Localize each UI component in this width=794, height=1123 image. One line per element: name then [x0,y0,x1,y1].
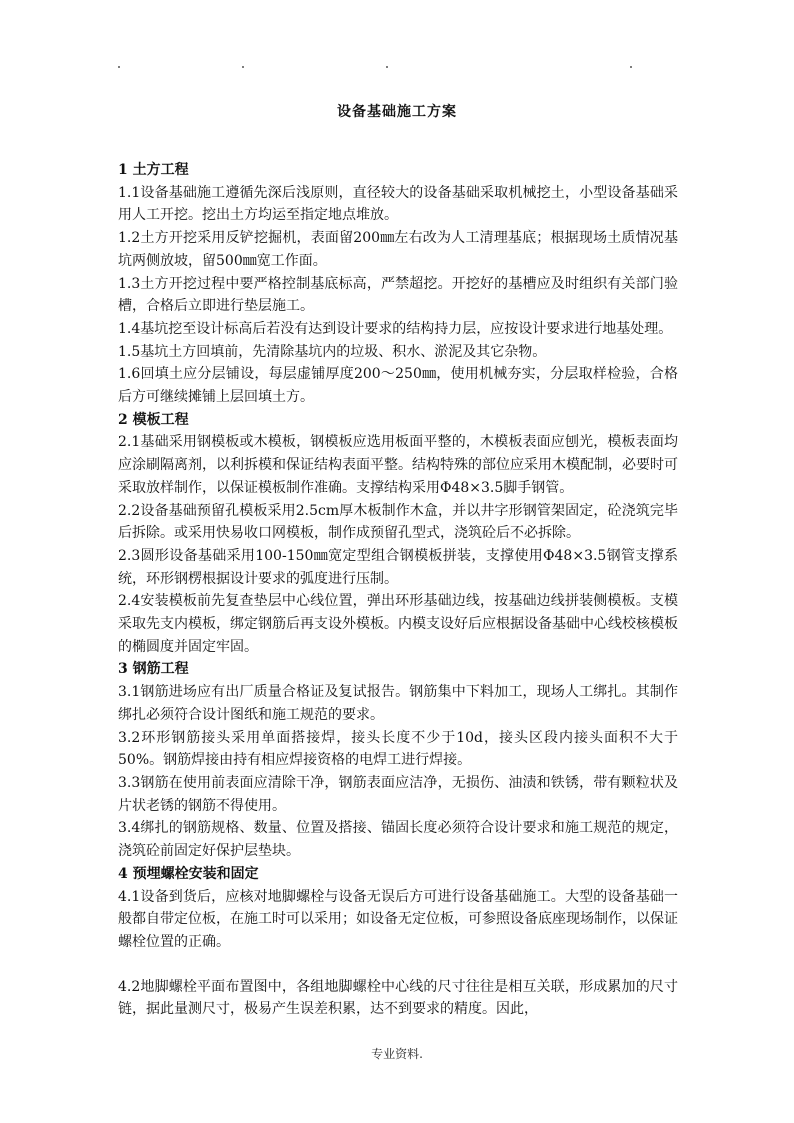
paragraph: 2.4安装模板前先复查垫层中心线位置，弹出环形基础边线，按基础边线拼装侧模板。支模采取先支内模板，绑定钢筋后再支设外模板。内模支设好后应根据设备基础中心线校核模板的椭圆度并固定牢固。 [118,593,678,655]
paragraph: 1.2土方开挖采用反铲挖掘机，表面留200㎜左右改为人工清理基底；根据现场土质情况基坑两侧放坡，留500㎜宽工作面。 [118,230,678,269]
header-dot [242,66,244,68]
paragraph: 1.3土方开挖过程中要严格控制基底标高，严禁超挖。开挖好的基槽应及时组织有关部门验槽，合格后立即进行垫层施工。 [118,275,678,315]
document-body [118,159,678,1021]
section-heading: 1 土方工程 [118,162,189,178]
paragraph: 4.2地脚螺栓平面布置图中，各组地脚螺栓中心线的尺寸往往是相互关联，形成累加的尺寸链，据此量测尺寸，极易产生误差积累，达不到要求的精度。因此， [118,978,678,1018]
paragraph: 2.2设备基础预留孔模板采用2.5cm厚木板制作木盒，并以井字形钢管架固定，砼浇筑完毕后拆除。或采用快易收口网模板，制作成预留孔型式，浇筑砼后不必拆除。 [118,502,678,542]
paragraph: 2.3圆形设备基础采用100-150㎜宽定型组合钢模板拼装，支撑使用Φ48×3.5钢管支撑系统，环形钢楞根据设计要求的弧度进行压制。 [118,547,678,587]
paragraph: 3.2环形钢筋接头采用单面搭接焊，接头长度不少于10d，接头区段内接头面积不大于50%。钢筋焊接由持有相应焊接资格的电焊工进行焊接。 [118,729,678,769]
section-heading: 4 预埋螺栓安装和固定 [118,865,259,882]
paragraph: 1.6回填土应分层铺设，每层虚铺厚度200～250㎜，使用机械夯实，分层取样检验，合格后方可继续摊铺上层回填土方。 [118,366,678,406]
paragraph: 1.5基坑土方回填前，先清除基坑内的垃圾、积水、淤泥及其它杂物。 [118,343,547,360]
paragraph: 3.4绑扎的钢筋规格、数量、位置及搭接、锚固长度必须符合设计要求和施工规范的规定，浇筑砼前固定好保护层垫块。 [118,820,678,860]
header-dot [118,66,120,68]
paragraph-gap [118,954,678,976]
header-dot [386,66,388,68]
paragraph: 2.1基础采用钢模板或木模板，钢模板应选用板面平整的，木模板表面应刨光，模板表面均应涂刷隔离剂，以利拆模和保证结构表面平整。结构特殊的部位应采用木模配制，必要时可采取放样制作，以保证模板制作准确。支撑结构采用Φ48×3.5脚手钢管。 [118,434,678,496]
header-dot [630,66,632,68]
paragraph: 1.4基坑挖至设计标高后若没有达到设计要求的结构持力层，应按设计要求进行地基处理。 [118,320,673,337]
page-title: 设备基础施工方案 [337,104,457,120]
section-heading: 2 模板工程 [118,411,189,428]
section-heading: 3 钢筋工程 [118,661,189,678]
paragraph: 3.3钢筋在使用前表面应清除干净，钢筋表面应洁净，无损伤、油渍和铁锈，带有颗粒状及片状老锈的钢筋不得使用。 [118,774,678,814]
paragraph: 3.1钢筋进场应有出厂质量合格证及复试报告。钢筋集中下料加工，现场人工绑扎。其制作绑扎必须符合设计图纸和施工规范的要求。 [118,684,678,723]
paragraph: 4.1设备到货后，应核对地脚螺栓与设备无误后方可进行设备基础施工。大型的设备基础一般都自带定位板，在施工时可以采用；如设备无定位板，可参照设备底座现场制作，以保证螺栓位置的正确。 [118,888,678,950]
page-footer: 专业资料. [371,1047,423,1061]
paragraph: 1.1设备基础施工遵循先深后浅原则，直径较大的设备基础采取机械挖土，小型设备基础采用人工开挖。挖出土方均运至指定地点堆放。 [118,184,678,224]
header-dots [118,66,678,76]
